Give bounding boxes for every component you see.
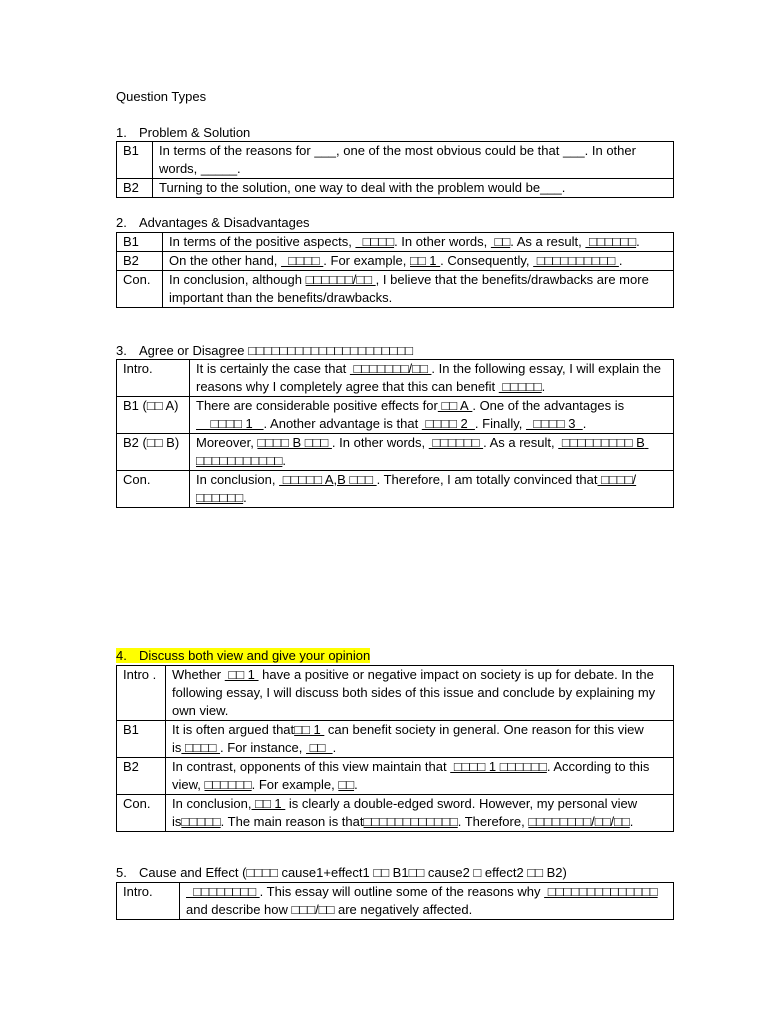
row-text: On the other hand, □□□□ . For example, □□ 1 . Consequently, □□□□□□□□□□ .: [163, 252, 674, 271]
table-row: [117, 360, 674, 397]
table-row: [117, 471, 674, 508]
blank: □□□□□: [498, 379, 542, 394]
cause-effect-table: [116, 882, 674, 920]
section-number: 3.: [116, 343, 127, 358]
blank: □□□□□□□□□ B □□□□□□□□□□□: [196, 435, 649, 468]
row-label: Intro .: [117, 666, 166, 721]
section-number: 4.: [116, 648, 127, 663]
blank: □□□□□□: [428, 435, 484, 450]
table-row: [117, 758, 674, 795]
table-row: [117, 434, 674, 471]
blank: □□: [490, 234, 511, 249]
section-title: Discuss both view and give your opinion: [139, 648, 371, 663]
blank: □□□□□□□/□□: [349, 361, 432, 376]
table-row: [117, 883, 674, 920]
row-label: B1 (□□ A): [117, 397, 190, 434]
row-text: □□□□□□□□ . This essay will outline some of the reasons why □□□□□□□□□□□□□□ and describe how □□□/□□ are negatively affected.: [180, 883, 674, 920]
row-label: Con.: [117, 271, 163, 308]
table-row: [117, 397, 674, 434]
row-label: Intro.: [117, 360, 190, 397]
section-title: Problem & Solution: [139, 125, 251, 140]
row-text: In terms of the positive aspects, □□□□. In other words, □□. As a result, □□□□□□.: [163, 233, 674, 252]
blank: □□□□ 3: [525, 416, 583, 431]
row-text: In conclusion, although □□□□□□/□□ , I believe that the benefits/drawbacks are more important than the benefits/drawbacks.: [163, 271, 674, 308]
blank: □□□□□□: [204, 777, 252, 792]
highlighted-heading: [116, 648, 370, 663]
blank: □□: [338, 777, 355, 792]
row-label: Con.: [117, 471, 190, 508]
table-row: [117, 179, 674, 198]
blank: □□□□□□: [585, 234, 637, 249]
section-heading-advantages-disadvantages: [116, 214, 310, 232]
row-label: Con.: [117, 795, 166, 832]
blank: □□□□□ A,B □□□: [279, 472, 377, 487]
row-label: B2: [117, 252, 163, 271]
discuss-both-views-table: [116, 665, 674, 832]
table-row: [117, 142, 674, 179]
section-heading-agree-disagree: [116, 342, 413, 360]
blank: □□□□□□/□□: [305, 272, 376, 287]
blank: □□ 1: [224, 667, 259, 682]
section-number: 5.: [116, 865, 127, 880]
blank: □□□□□□□□□□: [533, 253, 619, 268]
blank: □□□□□□□□/□□/□□: [528, 814, 630, 829]
blank: □□ 1: [251, 796, 286, 811]
row-text: In conclusion, □□□□□ A,B □□□ . Therefore, I am totally convinced that □□□□/□□□□□□.: [190, 471, 674, 508]
agree-disagree-table: [116, 359, 674, 508]
blank: □□: [306, 740, 333, 755]
row-text: In terms of the reasons for ___, one of the most obvious could be that ___. In other words, _____.: [153, 142, 674, 179]
section-title: Agree or Disagree □□□□□□□□□□□□□□□□□□□□□: [139, 343, 414, 358]
row-text: Moreover, □□□□ B □□□ . In other words, □□□□□□ . As a result, □□□□□□□□□ B □□□□□□□□□□□.: [190, 434, 674, 471]
row-label: Intro.: [117, 883, 180, 920]
table-row: [117, 795, 674, 832]
advantages-disadvantages-table: [116, 232, 674, 308]
row-label: B2: [117, 179, 153, 198]
blank: □□ A: [437, 398, 473, 413]
blank: □□ 1: [294, 722, 325, 737]
blank: □□ 1: [409, 253, 441, 268]
row-text: In contrast, opponents of this view maintain that □□□□ 1 □□□□□□. According to this view, □□□□□□. For example, □□.: [166, 758, 674, 795]
blank: □□□□ 2: [421, 416, 475, 431]
row-text: Whether □□ 1 have a positive or negative impact on society is up for debate. In the following essay, I will discuss both sides of this issue and conclude by explaining my own view.: [166, 666, 674, 721]
row-label: B1: [117, 142, 153, 179]
table-row: [117, 252, 674, 271]
table-row: [117, 271, 674, 308]
row-text: In conclusion, □□ 1 is clearly a double-edged sword. However, my personal view is□□□□□. The main reason is that□□□□□□□□□□□□. Therefore, □□□□□□□□/□□/□□.: [166, 795, 674, 832]
document-title: Question Types: [116, 89, 207, 104]
blank: □□□□ 1: [196, 416, 264, 431]
blank: □□□□: [181, 740, 221, 755]
row-text: It is certainly the case that □□□□□□□/□□ . In the following essay, I will explain the reasons why I completely agree that this can benefit □□□□□.: [190, 360, 674, 397]
section-title: Advantages & Disadvantages: [139, 215, 310, 230]
problem-solution-table: [116, 141, 674, 198]
row-label: B1: [117, 721, 166, 758]
row-label: B1: [117, 233, 163, 252]
section-heading-cause-effect: [116, 864, 567, 882]
section-number: 1.: [116, 125, 127, 140]
row-label: B2: [117, 758, 166, 795]
section-heading-problem-solution: [116, 124, 250, 142]
blank: □□□□□□□□□□□□: [363, 814, 458, 829]
table-row: [117, 666, 674, 721]
blank: □□□□□□□□: [186, 884, 260, 899]
section-heading-discuss-both-views: [116, 647, 370, 665]
blank: □□□□: [355, 234, 395, 249]
blank: □□□□□: [181, 814, 221, 829]
section-title: Cause and Effect (□□□□ cause1+effect1 □□ B1□□ cause2 □ effect2 □□ B2): [139, 865, 567, 880]
section-number: 2.: [116, 215, 127, 230]
blank: □□□□□□□□□□□□□□: [544, 884, 658, 899]
blank: □□□□ B □□□: [257, 435, 332, 450]
blank: □□□□ 1 □□□□□□: [450, 759, 547, 774]
row-text: There are considerable positive effects for □□ A . One of the advantages is □□□□ 1 . Another advantage is that □□□□ 2 . Finally, □□□□ 3 .: [190, 397, 674, 434]
row-label: B2 (□□ B): [117, 434, 190, 471]
table-row: [117, 721, 674, 758]
table-row: [117, 233, 674, 252]
blank: □□□□/□□□□□□: [196, 472, 637, 505]
row-text: It is often argued that□□ 1 can benefit society in general. One reason for this view is □□□□ . For instance, □□ .: [166, 721, 674, 758]
blank: □□□□: [281, 253, 324, 268]
row-text: Turning to the solution, one way to deal with the problem would be___.: [153, 179, 674, 198]
